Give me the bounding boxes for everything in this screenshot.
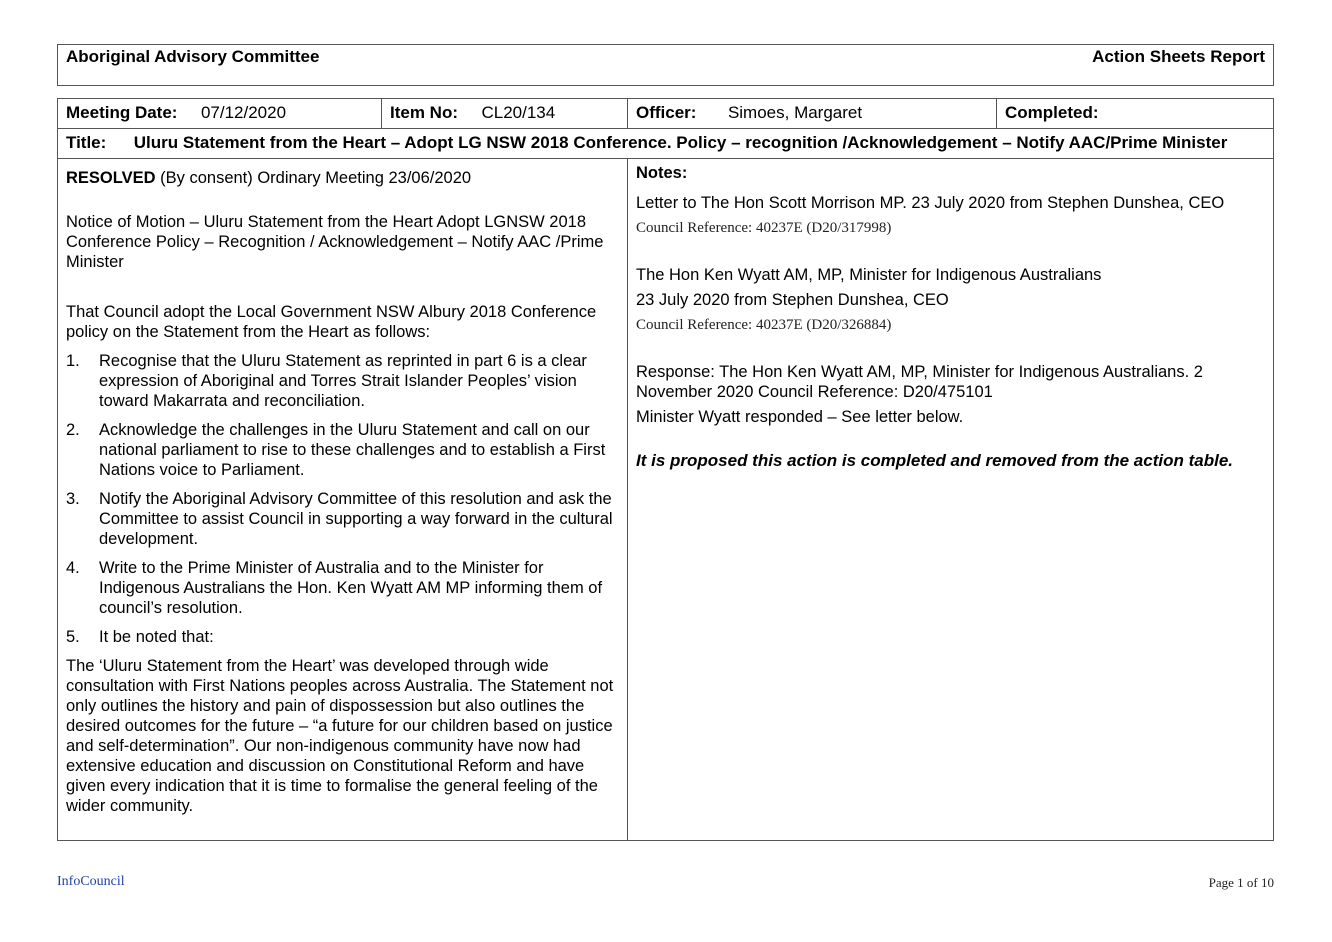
list-item-number: 4. — [66, 559, 80, 577]
adopt-statement: That Council adopt the Local Government NSW Albury 2018 Conference policy on the Statement from the Heart as follows: — [66, 303, 597, 341]
notes-column — [628, 158, 1273, 840]
resolved-word: RESOLVED — [66, 169, 156, 187]
list-item-text: It be noted that: — [99, 628, 214, 646]
resolution-list — [66, 351, 621, 647]
committee-name: Aboriginal Advisory Committee — [66, 47, 320, 66]
list-item — [66, 489, 621, 549]
title-row — [57, 128, 1274, 159]
list-item-number: 1. — [66, 352, 80, 370]
body-row — [57, 158, 1274, 841]
list-item-text: Notify the Aboriginal Advisory Committee of this resolution and ask the Committee to assist Council in supporting a way forward in the cultural development. — [99, 490, 613, 548]
closing-paragraph: The ‘Uluru Statement from the Heart’ was developed through wide consultation with First Nations peoples across Australia. The Statement not only outlines the history and pain of dispossession but also outlines the desired outcomes for the future – “a future for our children based on justice and self-determination”. Our non-indigenous community have now had extensive education and discussion on Constitutional Reform and have given every indication that it is time to formalise the general feeling of the wider community. — [66, 657, 614, 815]
report-type: Action Sheets Report — [1092, 47, 1265, 66]
list-item-number: 3. — [66, 490, 80, 508]
minister-response: Minister Wyatt responded – See letter below. — [636, 408, 964, 426]
completed-label: Completed: — [1005, 103, 1099, 122]
resolution-column — [58, 158, 628, 840]
page-number: Page 1 of 10 — [1208, 875, 1274, 890]
list-item-text: Acknowledge the challenges in the Uluru Statement and call on our national parliament to rise to these challenges and to establish a First Nations voice to Parliament. — [99, 421, 606, 479]
report-header — [57, 44, 1274, 86]
letter-to-wyatt-date: 23 July 2020 from Stephen Dunshea, CEO — [636, 291, 949, 309]
notice-of-motion: Notice of Motion – Uluru Statement from the Heart Adopt LGNSW 2018 Conference Policy – Recognition / Acknowledgement – Notify AAC /Prime Minister — [66, 213, 604, 271]
resolved-detail: (By consent) Ordinary Meeting 23/06/2020 — [155, 169, 472, 187]
completion-proposal: It is proposed this action is completed and removed from the action table. — [636, 451, 1233, 470]
list-item — [66, 351, 621, 411]
list-item — [66, 558, 621, 618]
officer-label: Officer: — [636, 103, 697, 122]
meta-row — [57, 98, 1274, 129]
list-item — [66, 420, 621, 480]
response-note: Response: The Hon Ken Wyatt AM, MP, Minister for Indigenous Australians. 2 November 2020 Council Reference: D20/475101 — [636, 363, 1203, 401]
council-reference-1: Council Reference: 40237E (D20/317998) — [636, 220, 892, 236]
meeting-date-cell — [58, 99, 382, 128]
list-item-text: Recognise that the Uluru Statement as reprinted in part 6 is a clear expression of Aboriginal and Torres Strait Islander Peoples’ vision toward Makarrata and reconciliation. — [99, 352, 587, 410]
letter-to-morrison: Letter to The Hon Scott Morrison MP. 23 July 2020 from Stephen Dunshea, CEO — [636, 194, 1225, 212]
list-item-text: Write to the Prime Minister of Australia and to the Minister for Indigenous Australians the Hon. Ken Wyatt AM MP informing them of council’s resolution. — [99, 559, 603, 617]
meeting-date-value: 07/12/2020 — [200, 103, 287, 122]
notes-heading: Notes: — [636, 164, 688, 182]
completed-cell — [997, 99, 1273, 128]
item-no-label: Item No: — [390, 103, 458, 122]
council-reference-2: Council Reference: 40237E (D20/326884) — [636, 317, 892, 333]
item-no-cell — [382, 99, 628, 128]
item-no-value: CL20/134 — [481, 103, 556, 122]
list-item-number: 2. — [66, 421, 80, 439]
letter-to-wyatt: The Hon Ken Wyatt AM, MP, Minister for Indigenous Australians — [636, 266, 1102, 284]
title-label: Title: — [66, 133, 107, 152]
officer-cell — [628, 99, 997, 128]
officer-value: Simoes, Margaret — [727, 103, 863, 122]
resolved-line — [66, 168, 621, 188]
title-text: Uluru Statement from the Heart – Adopt LG NSW 2018 Conference. Policy – recognition /Acknowledgement – Notify AAC/Prime Minister — [133, 133, 1228, 152]
meeting-date-label: Meeting Date: — [66, 103, 178, 122]
list-item — [66, 627, 621, 647]
infocouncil-brand: InfoCouncil — [57, 874, 125, 889]
list-item-number: 5. — [66, 628, 80, 646]
